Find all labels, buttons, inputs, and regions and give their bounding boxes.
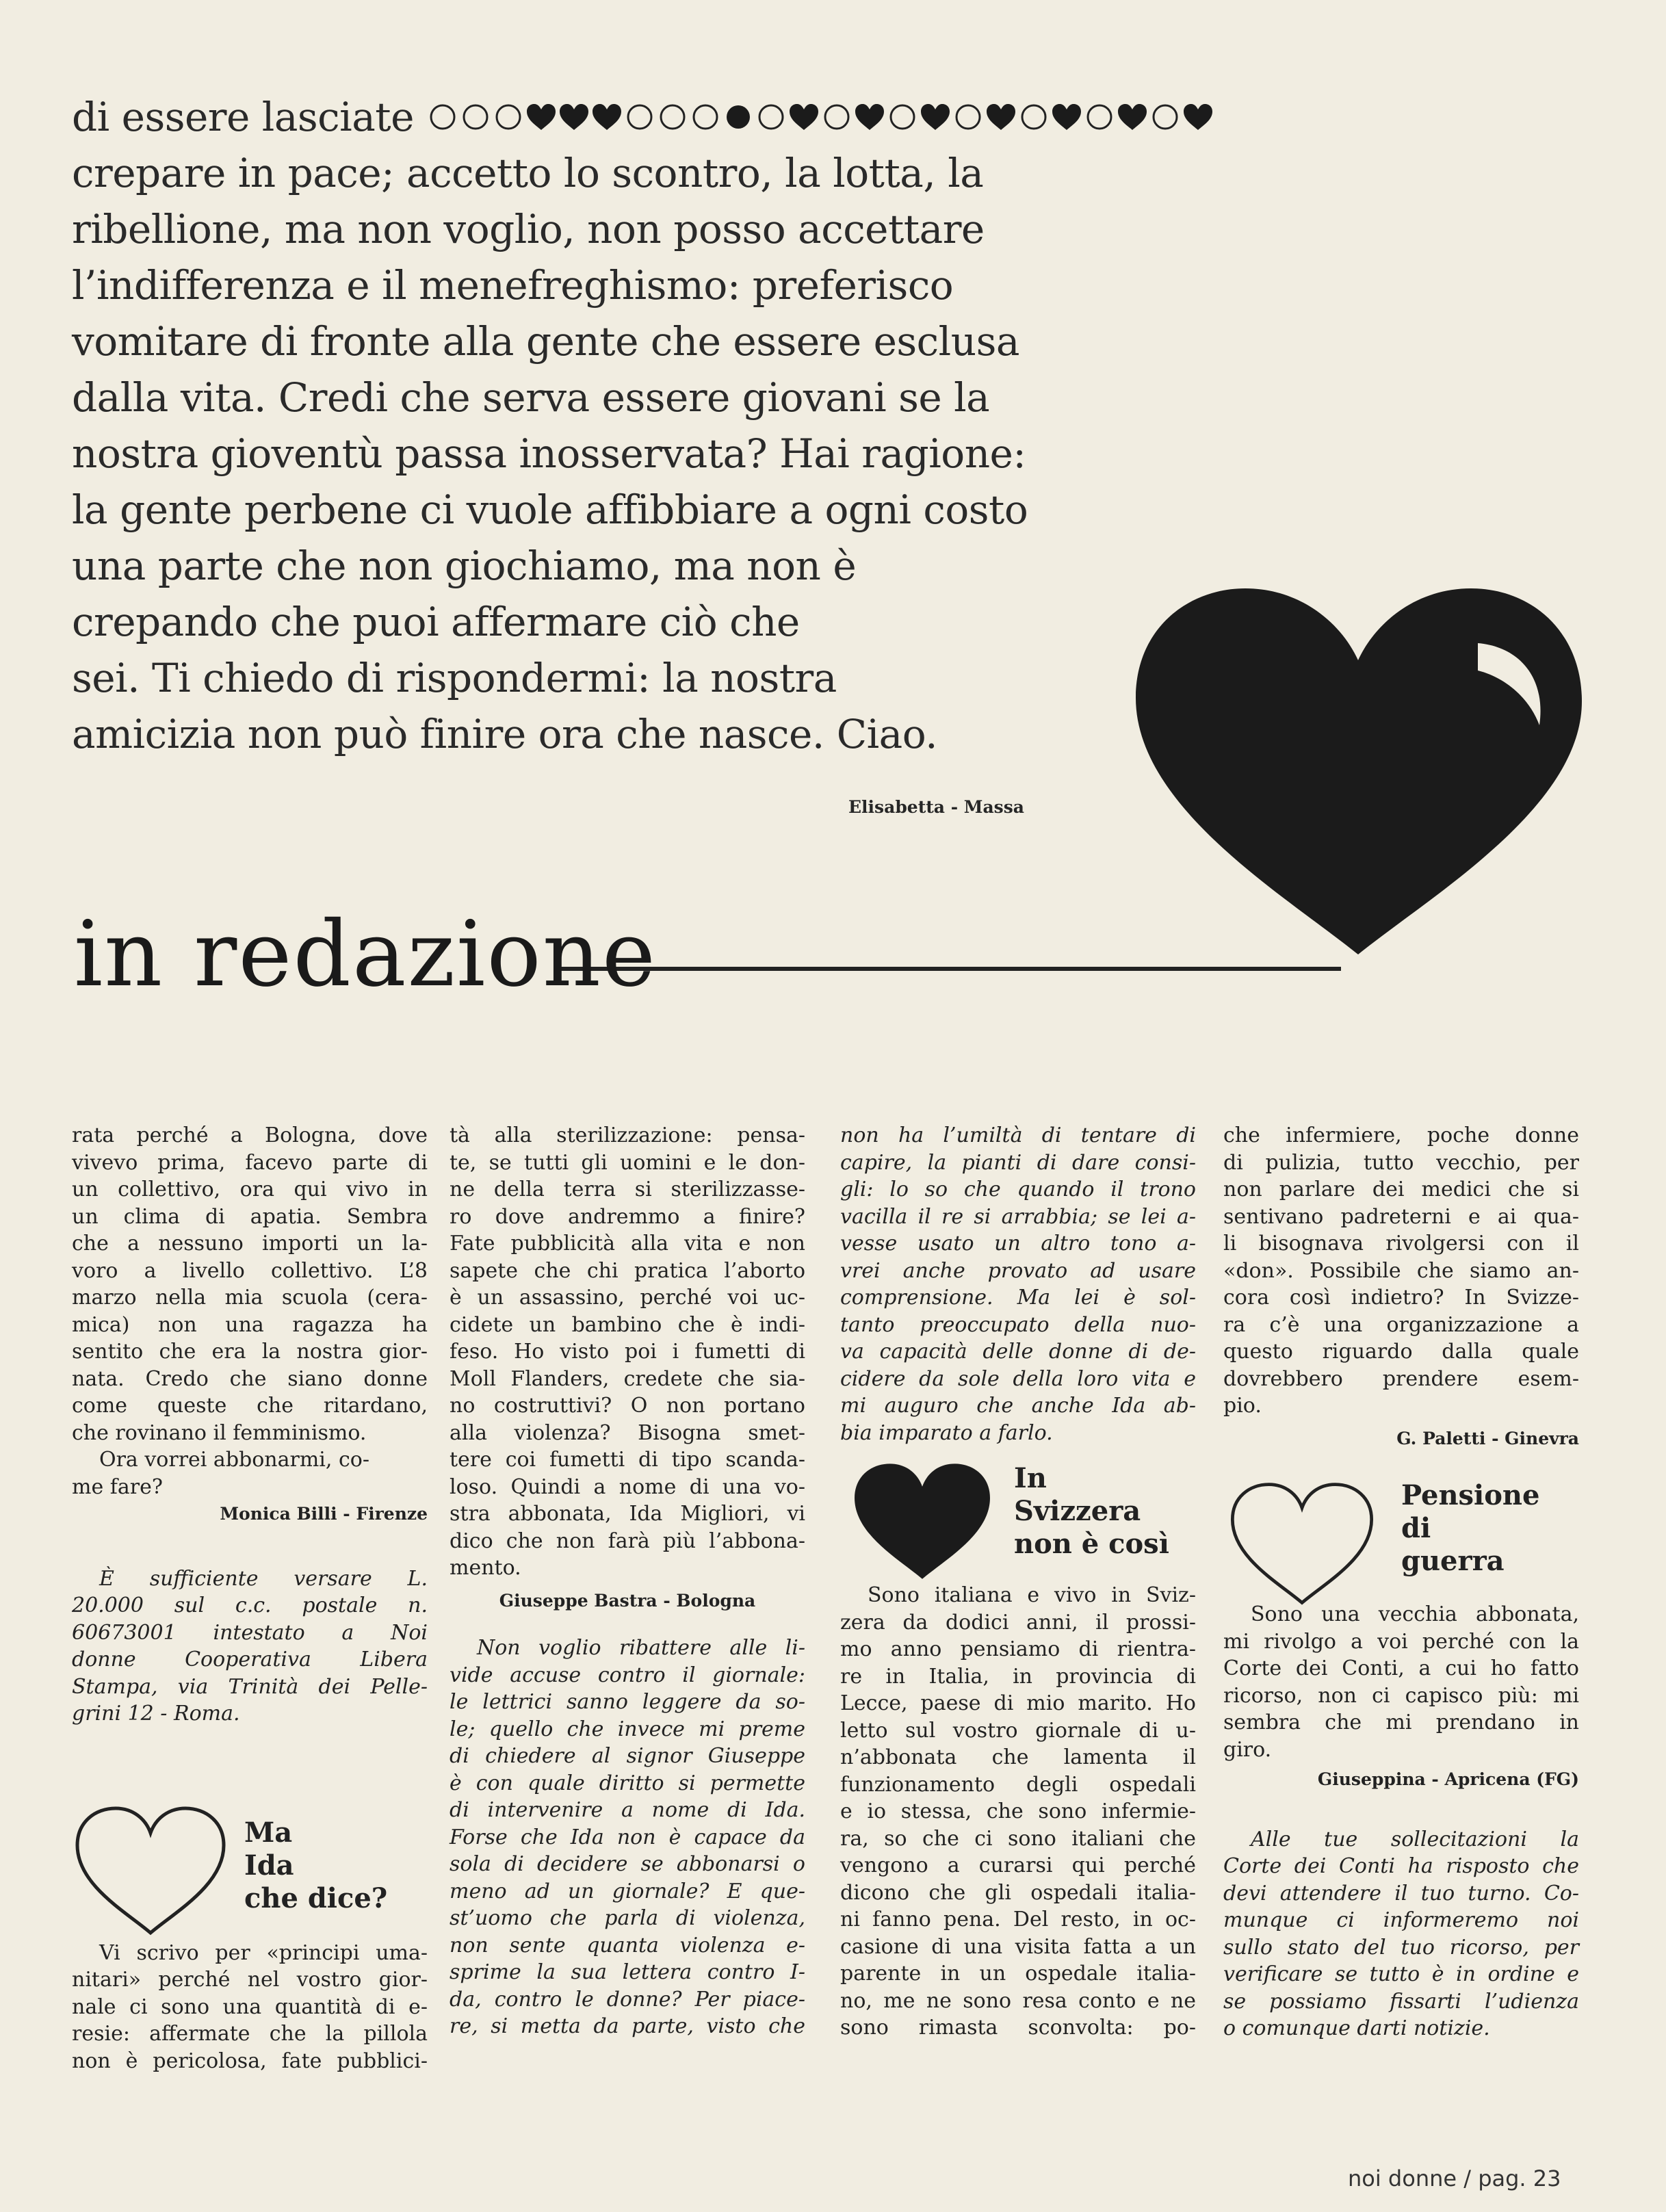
text-line: no costruttivi? O non portano <box>450 1394 805 1418</box>
reply-line: Forse che Ida non è capace da <box>450 1825 805 1849</box>
reply-line: devi attendere il tuo turno. Co- <box>1223 1881 1579 1905</box>
text-line: letto sul vostro giornale di u- <box>840 1718 1196 1743</box>
letter-line: vomitare di fronte alla gente che essere esclusa <box>72 318 1019 365</box>
text-line: mo anno pensiamo di rientra- <box>840 1637 1196 1661</box>
text-line: loso. Quindi a nome di una vo- <box>450 1474 805 1499</box>
reply-line: verificare se tutto è in ordine e <box>1223 1962 1579 1986</box>
text-line: marzo nella mia scuola (cera- <box>72 1286 428 1310</box>
reply-line: non ha l’umiltà di tentare di <box>840 1123 1196 1147</box>
text-line: sentivano padreterni e ai qua- <box>1223 1204 1579 1229</box>
text-line: nata. Credo che siano donne <box>72 1366 428 1391</box>
box-title: guerra <box>1401 1545 1505 1577</box>
text-line: ne della terra si sterilizzasse- <box>450 1177 805 1201</box>
section-rule <box>561 967 1341 971</box>
reply-line: tanto preoccupato della nuo- <box>840 1312 1196 1337</box>
reply-line: o comunque darti notizie. <box>1223 2016 1490 2040</box>
reply-line: cidere da sole della loro vita e <box>840 1366 1196 1391</box>
text-line: di pulizia, tutto vecchio, per <box>1223 1150 1579 1175</box>
filled-heart-icon <box>1116 103 1149 131</box>
text-line: non è pericolosa, fate pubblici- <box>72 2048 428 2073</box>
text-line: mento. <box>450 1556 521 1580</box>
letter-line: sei. Ti chiedo di rispondermi: la nostra <box>72 655 837 701</box>
reply-line: se possiamo fissarti l’udienza <box>1223 1989 1579 2014</box>
text-line: nitari» perché nel vostro gior- <box>72 1968 428 1992</box>
reply-line: è con quale diritto si permette <box>450 1771 805 1795</box>
reply-line: vide accuse contro il giornale: <box>450 1663 805 1687</box>
reply-line: st’uomo che parla di violenza, <box>450 1906 805 1930</box>
text-line: tà alla sterilizzazione: pensa- <box>450 1123 805 1147</box>
reply-line: donne Cooperativa Libera <box>72 1648 428 1671</box>
text-line: e io stessa, che sono infermie- <box>840 1799 1196 1823</box>
outline-circle-icon <box>755 103 788 131</box>
text-line: che rovinano il femminismo. <box>72 1420 367 1445</box>
filled-heart-icon <box>590 103 623 131</box>
reply-line: 20.000 sul c.c. postale n. <box>72 1593 428 1617</box>
magazine-name: noi donne <box>1348 2165 1457 2191</box>
filled-circle-icon <box>722 103 755 131</box>
box-header <box>1223 1479 1579 1596</box>
column-1 <box>72 1122 428 2074</box>
reply-line: sullo stato del tuo ricorso, per <box>1223 1935 1579 1960</box>
letter-line: nostra gioventù passa inosservata? Hai ragione: <box>72 430 1026 477</box>
reply-line: re, si metta da parte, visto che <box>450 2014 805 2038</box>
text-line: ra c’è una organizzazione a <box>1223 1312 1579 1337</box>
filled-heart-icon <box>558 103 590 131</box>
reply-line: grini 12 - Roma. <box>72 1702 240 1726</box>
text-line: cidete un bambino che è indi- <box>450 1312 805 1337</box>
letter-line: crepare in pace; accetto lo scontro, la lotta, la <box>72 150 984 196</box>
outline-circle-icon <box>1149 103 1182 131</box>
reply-line: Corte dei Conti ha risposto che <box>1223 1854 1579 1878</box>
text-line: Sono italiana e vivo in Sviz- <box>868 1583 1196 1607</box>
page-number: pag. 23 <box>1478 2165 1561 2191</box>
text-line: no, me ne sono resa conto e ne <box>840 1988 1196 2013</box>
text-line: sapete che chi pratica l’aborto <box>450 1258 805 1283</box>
reply-line: Non voglio ribattere alle li- <box>477 1636 805 1660</box>
text-line: che a nessuno importi un la- <box>72 1232 428 1255</box>
letter-body <box>72 89 1221 762</box>
text-line: sentito che era la nostra gior- <box>72 1340 428 1364</box>
filled-heart-icon <box>853 103 886 131</box>
text-line: dicono che gli ospedali italia- <box>840 1880 1196 1905</box>
reply-line: sola di decidere se abbonarsi o <box>450 1852 805 1876</box>
reply-line: capire, la pianti di dare consi- <box>840 1150 1196 1175</box>
text-line: resie: affermate che la pillola <box>72 2022 428 2046</box>
letter-line: l’indifferenza e il menefreghismo: preferisco <box>72 262 954 309</box>
text-line: voro a livello collettivo. L’8 <box>72 1258 428 1283</box>
reply-line: va capacità delle donne di de- <box>840 1340 1196 1364</box>
outline-heart-icon <box>1223 1479 1381 1609</box>
reply-line: di chiedere al signor Giuseppe <box>450 1744 805 1768</box>
outline-circle-icon <box>1083 103 1116 131</box>
footer-separator: / <box>1463 2165 1472 2191</box>
reply-line: bia imparato a farlo. <box>840 1420 1053 1445</box>
reply-line: Stampa, via Trinità dei Pelle- <box>72 1674 428 1699</box>
filled-heart-icon <box>919 103 952 131</box>
column-4 <box>1223 1122 1579 2042</box>
section-title: in redazione <box>74 902 657 1007</box>
text-line: cora così indietro? In Svizze- <box>1223 1286 1579 1310</box>
large-heart-icon <box>1122 582 1594 965</box>
text-line: che infermiere, poche donne <box>1223 1123 1579 1147</box>
outline-circle-icon <box>426 103 459 131</box>
reply-line: munque ci informeremo noi <box>1223 1908 1579 1932</box>
letter-signature: Giuseppe Bastra - Bologna <box>499 1590 756 1611</box>
box-title: Pensione <box>1401 1479 1540 1511</box>
text-line: mica) non una ragazza ha <box>72 1312 428 1337</box>
letter-signature: Monica Billi - Firenze <box>220 1504 428 1524</box>
text-line: vengono a curarsi qui perché <box>840 1853 1196 1877</box>
letter-line: crepando che puoi affermare ciò che <box>72 599 800 645</box>
text-line: sembra che mi prendano in <box>1223 1710 1579 1734</box>
filled-heart-icon <box>788 103 820 131</box>
text-line: funzionamento degli ospedali <box>840 1772 1196 1797</box>
text-line: rata perché a Bologna, dove <box>72 1123 428 1147</box>
text-line: dovrebbero prendere esem- <box>1223 1366 1579 1391</box>
text-line: me fare? <box>72 1474 163 1499</box>
reply-line: di intervenire a nome di Ida. <box>450 1798 805 1822</box>
text-line: un collettivo, ora qui vivo in <box>72 1177 428 1201</box>
text-line: dico che non farà più l’abbona- <box>450 1528 805 1553</box>
text-line: non parlare dei medici che si <box>1223 1177 1579 1201</box>
letter-line: la gente perbene ci vuole affibbiare a ogni costo <box>72 486 1028 533</box>
text-line: mi rivolgo a voi perché con la <box>1223 1629 1579 1654</box>
text-line: Moll Flanders, credete che sia- <box>450 1366 805 1391</box>
text-line: tere coi fumetti di tipo scanda- <box>450 1448 805 1472</box>
text-line: pio. <box>1223 1394 1262 1418</box>
outline-circle-icon <box>1017 103 1050 131</box>
box-title: che dice? <box>244 1882 388 1914</box>
column-2 <box>450 1122 805 2040</box>
text-line: n’abbonata che lamenta il <box>840 1745 1196 1769</box>
filled-heart-icon <box>985 103 1017 131</box>
text-line: vivevo prima, facevo parte di <box>72 1150 428 1175</box>
text-line: è un assassino, perché voi uc- <box>450 1286 805 1310</box>
text-line: casione di una visita fatta a un <box>840 1934 1196 1959</box>
reply-line: meno ad un giornale? E que- <box>450 1879 805 1903</box>
box-title: non è così <box>1014 1528 1169 1560</box>
text-line: alla violenza? Bisogna smet- <box>450 1420 805 1445</box>
text-line: ro dove andremmo a finire? <box>450 1204 805 1229</box>
outline-heart-icon <box>72 1803 229 1940</box>
text-line: parente in un ospedale italia- <box>840 1962 1196 1986</box>
text-line: «don». Possibile che siamo an- <box>1223 1258 1579 1283</box>
reply-line: vesse usato un altro tono a- <box>840 1232 1196 1255</box>
letter-line: dalla vita. Credi che serva essere giovani se la <box>72 374 990 421</box>
outline-circle-icon <box>623 103 656 131</box>
text-line: Fate pubblicità alla vita e non <box>450 1232 805 1255</box>
outline-circle-icon <box>459 103 492 131</box>
letter-line: amicizia non può finire ora che nasce. Ciao. <box>72 711 938 757</box>
filled-heart-icon <box>1050 103 1083 131</box>
text-line: Lecce, paese di mio marito. Ho <box>840 1691 1196 1715</box>
box-title: Ida <box>244 1849 294 1882</box>
reply-line: sprime la sua lettera contro I- <box>450 1960 805 1984</box>
outline-circle-icon <box>689 103 722 131</box>
outline-circle-icon <box>820 103 853 131</box>
box-title: Ma <box>244 1816 293 1849</box>
filled-heart-icon <box>840 1459 1004 1585</box>
letter-signature: G. Paletti - Ginevra <box>1396 1428 1579 1448</box>
text-line: un clima di apatia. Sembra <box>72 1204 428 1229</box>
box-title: In <box>1014 1462 1047 1494</box>
box-title: di <box>1401 1512 1431 1544</box>
letter-signature: Giuseppina - Apricena (FG) <box>1317 1769 1579 1789</box>
text-line: stra abbonata, Ida Migliori, vi <box>450 1502 805 1526</box>
outline-circle-icon <box>492 103 525 131</box>
filled-heart-icon <box>525 103 558 131</box>
text-line: zera da dodici anni, il prossi- <box>840 1610 1196 1635</box>
reply-line: mi auguro che anche Ida ab- <box>840 1394 1196 1418</box>
text-line: Vi scrivo per «principi uma- <box>99 1940 428 1965</box>
letter-line: una parte che non giochiamo, ma non è <box>72 543 857 589</box>
outline-circle-icon <box>656 103 689 131</box>
outline-circle-icon <box>886 103 919 131</box>
reply-line: le lettrici sanno leggere da so- <box>450 1690 805 1714</box>
text-line: te, se tutti gli uomini e le don- <box>450 1150 805 1175</box>
text-line: giro. <box>1223 1737 1272 1762</box>
box-header <box>72 1803 428 1926</box>
box-header <box>840 1459 1196 1582</box>
text-line: Sono una vecchia abbonata, <box>1251 1602 1579 1626</box>
text-line: Ora vorrei abbonarmi, co- <box>99 1448 369 1472</box>
reply-line: vrei anche provato ad usare <box>840 1258 1196 1283</box>
letter-line: ribellione, ma non voglio, non posso accettare <box>72 206 985 252</box>
text-line: feso. Ho visto poi i fumetti di <box>450 1340 805 1364</box>
reply-line: non sente quanta violenza e- <box>450 1933 805 1957</box>
page-footer <box>1348 2165 1561 2191</box>
outline-circle-icon <box>952 103 985 131</box>
text-line: Corte dei Conti, a cui ho fatto <box>1223 1656 1579 1680</box>
reply-line: le; quello che invece mi preme <box>450 1717 805 1741</box>
reply-line: da, contro le donne? Per piace- <box>450 1987 805 2012</box>
reply-line: gli: lo so che quando il trono <box>840 1177 1196 1201</box>
text-line: come queste che ritardano, <box>72 1394 428 1418</box>
letter-line: di essere lasciate <box>72 94 414 140</box>
reply-line: 60673001 intestato a Noi <box>72 1620 428 1645</box>
text-line: ni fanno pena. Del resto, in oc- <box>840 1908 1196 1931</box>
box-title: Svizzera <box>1014 1495 1141 1527</box>
text-line: ricorso, non ci capisco più: mi <box>1223 1683 1579 1708</box>
text-line: nale ci sono una quantità di e- <box>72 1994 428 2019</box>
text-line: re in Italia, in provincia di <box>840 1664 1196 1689</box>
reply-line: comprensione. Ma lei è sol- <box>840 1286 1196 1310</box>
reply-line: vacilla il re si arrabbia; se lei a- <box>840 1204 1196 1229</box>
text-line: li bisognava rivolgersi con il <box>1223 1232 1579 1255</box>
hearts-row-decoration <box>426 103 1214 131</box>
column-3 <box>840 1122 1196 2042</box>
text-line: sono rimasta sconvolta: po- <box>840 2016 1196 2040</box>
text-line: ra, so che ci sono italiani che <box>840 1826 1196 1851</box>
text-line: questo riguardo dalla quale <box>1223 1340 1579 1364</box>
reply-line: Alle tue sollecitazioni la <box>1251 1827 1579 1851</box>
letter-signature: Elisabetta - Massa <box>848 797 1025 817</box>
reply-line: È sufficiente versare L. <box>99 1566 428 1591</box>
filled-heart-icon <box>1182 103 1214 131</box>
